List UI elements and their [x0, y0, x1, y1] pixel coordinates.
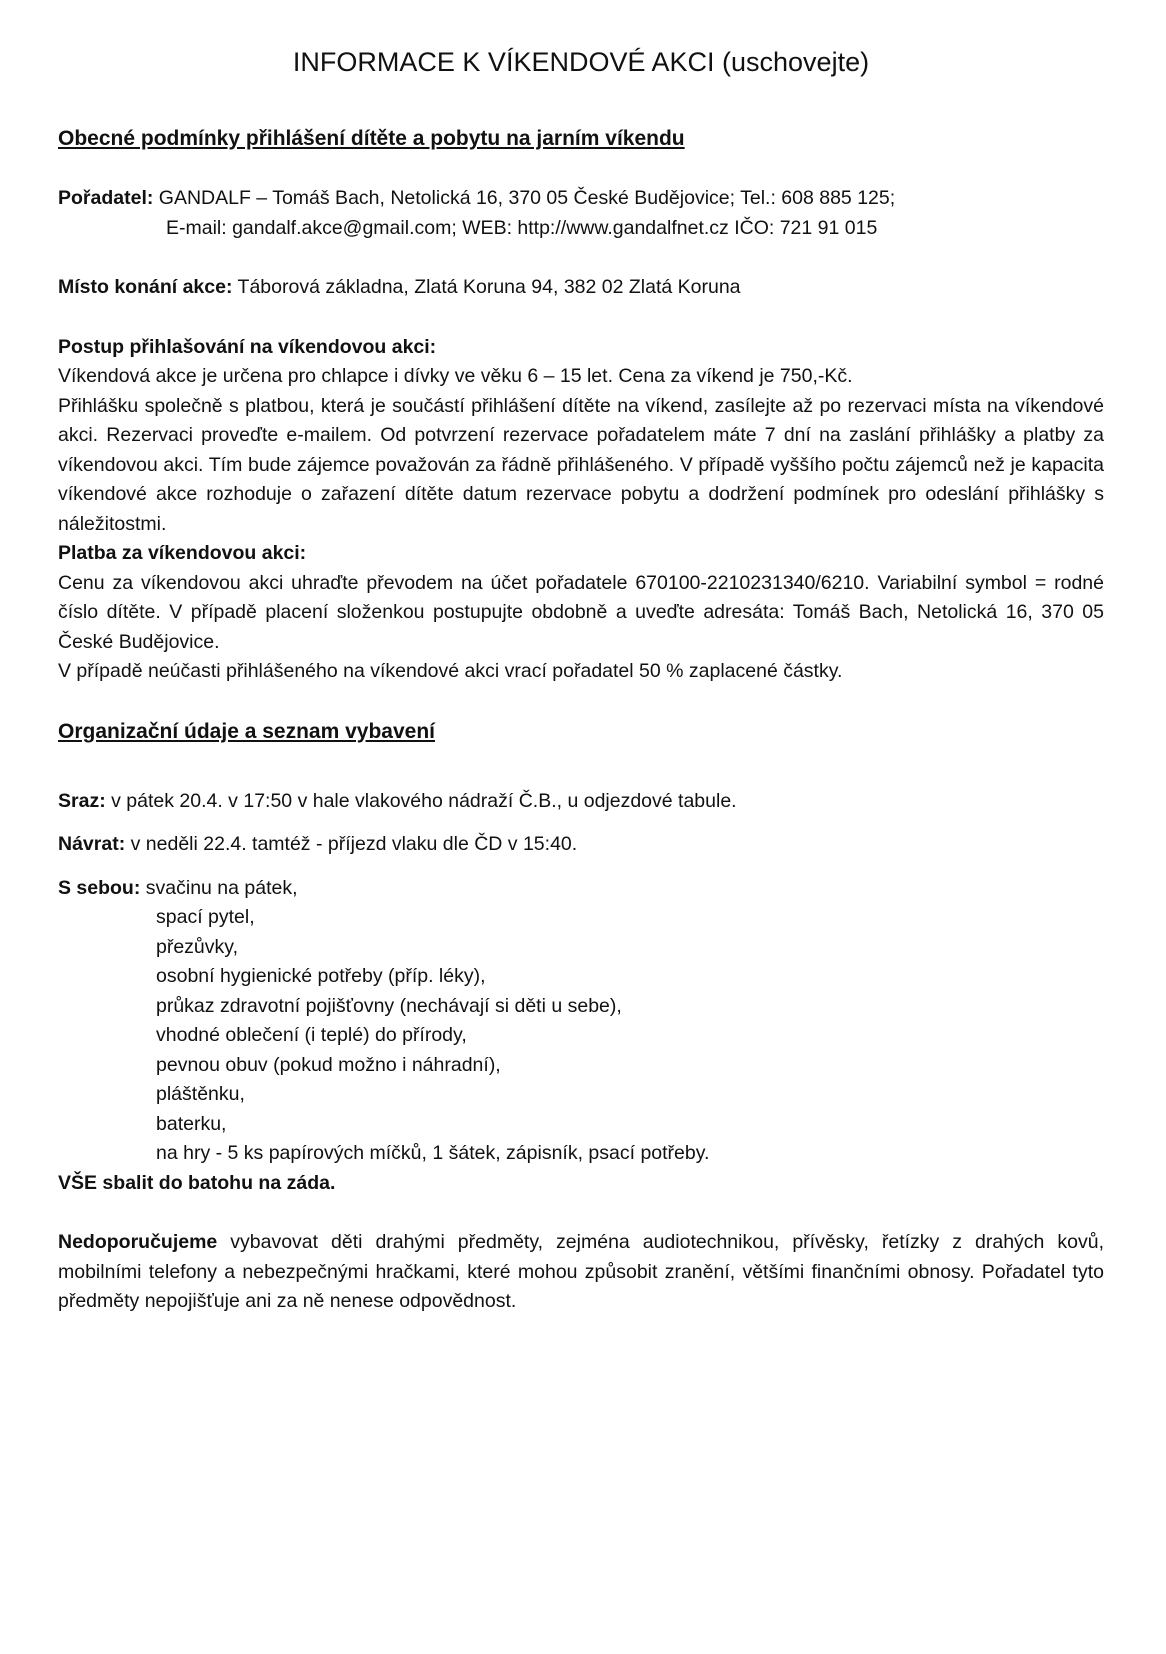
payment-heading-text: Platba za víkendovou akci: — [58, 542, 307, 564]
procedure-heading-text: Postup přihlašování na víkendovou akci: — [58, 335, 437, 358]
list-item: spací pytel, — [156, 906, 255, 928]
venue-text: Táborová základna, Zlatá Koruna 94, 382 02 Zlatá Koruna — [232, 276, 741, 298]
procedure-paragraph-2: Přihlášku společně s platbou, která je součástí přihlášení dítěte na víkend, zasílejte až po rezervaci místa na víkendové akci. Rezervaci proveďte e-mailem. Od potvrzení rezervace pořadatelem máte 7 dní na zaslání přihlášky a platby za víkendovou akci. Tím bude zájemce považován za řádně přihlášeného. V případě vyššího počtu zájemců než je kapacita víkendové akce rozhoduje o zařazení dítěte datum rezervace pobytu a dodržení podmínek pro odeslání přihlášky s náležitostmi. — [58, 394, 1104, 535]
equipment-list — [58, 903, 1104, 1169]
organizer-line-1 — [58, 184, 1104, 214]
payment-paragraph-2: V případě neúčasti přihlášeného na víkendové akci vrací pořadatel 50 % zaplacené částky. — [58, 660, 843, 682]
section-heading-general-conditions: Obecné podmínky přihlášení dítěte a pobytu na jarním víkendu — [58, 127, 685, 150]
list-item: osobní hygienické potřeby (příp. léky), — [156, 965, 486, 987]
organizer-text: GANDALF – Tomáš Bach, Netolická 16, 370 05 České Budějovice; Tel.: 608 885 125; — [153, 187, 896, 209]
list-item: přezůvky, — [156, 935, 238, 958]
venue-label: Místo konání akce: — [58, 276, 233, 298]
meet-text: v pátek 20.4. v 17:50 v hale vlakového nádraží Č.B., u odjezdové tabule. — [105, 789, 737, 812]
list-item: průkaz zdravotní pojišťovny (nechávají si děti u sebe), — [156, 994, 622, 1017]
bring-line — [58, 874, 1104, 904]
organizer-label: Pořadatel: — [58, 187, 154, 209]
meet-label: Sraz: — [58, 789, 106, 812]
pack-note-text: VŠE sbalit do batohu na záda. — [58, 1171, 336, 1194]
warning-text: vybavovat děti drahými předměty, zejména audiotechnikou, přívěsky, řetízky z drahých kovů, mobilními telefony a nebezpečnými hračkami, které mohou způsobit zranění, většími finančními obnosy. Pořadatel tyto předměty nepojišťuje ani za ně nenese odpovědnost. — [58, 1231, 1104, 1312]
return-label: Návrat: — [58, 833, 126, 855]
warning-paragraph — [58, 1228, 1104, 1317]
document-page — [58, 36, 1104, 1317]
list-item: pevnou obuv (pokud možno i náhradní), — [156, 1053, 501, 1076]
payment-paragraph-1: Cenu za víkendovou akci uhraďte převodem na účet pořadatele 670100-2210231340/6210. Variabilní symbol = rodné číslo dítěte. V případě placení složenkou postupujte obdobně a uveďte adresáta: Tomáš Bach, Netolická 16, 370 05 České Budějovice. — [58, 571, 1104, 653]
meet-line — [58, 787, 1104, 817]
procedure-paragraph-1: Víkendová akce je určena pro chlapce i dívky ve věku 6 – 15 let. Cena za víkend je 750,-Kč. — [58, 365, 853, 387]
section-heading-organization: Organizační údaje a seznam vybavení — [58, 719, 435, 743]
list-item: na hry - 5 ks papírových míčků, 1 šátek, zápisník, psací potřeby. — [156, 1142, 710, 1164]
venue-line — [58, 273, 1104, 303]
list-item: baterku, — [156, 1112, 227, 1135]
warning-label: Nedoporučujeme — [58, 1231, 218, 1253]
list-item: pláštěnku, — [156, 1083, 245, 1105]
return-text: v neděli 22.4. tamtéž - příjezd vlaku dle ČD v 15:40. — [125, 833, 578, 855]
list-item: vhodné oblečení (i teplé) do přírody, — [156, 1024, 467, 1046]
payment-heading — [58, 539, 1104, 569]
procedure-heading — [58, 333, 1104, 363]
pack-note — [58, 1169, 1104, 1199]
bring-label: S sebou: — [58, 876, 141, 899]
bring-first-item: svačinu na pátek, — [140, 876, 298, 899]
document-title: INFORMACE K VÍKENDOVÉ AKCI (uschovejte) — [292, 47, 870, 77]
organizer-line-2: E-mail: gandalf.akce@gmail.com; WEB: http://www.gandalfnet.cz IČO: 721 91 015 — [166, 216, 878, 239]
return-line — [58, 830, 1104, 860]
